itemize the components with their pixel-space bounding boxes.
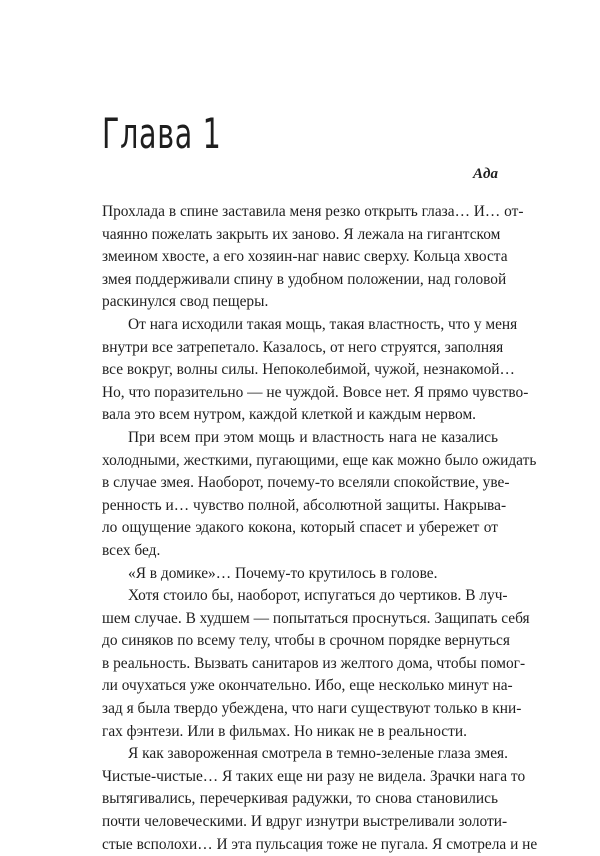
text-line: в случае змея. Наоборот, почему-то вселяли спокойствие, уве- bbox=[102, 474, 510, 492]
text-line: почти человеческими. И вдруг изнутри выстреливали золоти- bbox=[102, 813, 508, 831]
text-line: При всем при этом мощь и властность нага не казались bbox=[128, 428, 498, 446]
text-line: до синяков по всему телу, чтобы в срочном порядке вернуться bbox=[102, 632, 510, 650]
text-line: От нага исходили такая мощь, такая властность, что у меня bbox=[128, 315, 518, 333]
text-line: в реальность. Вызвать санитаров из желтого дома, чтобы помог- bbox=[102, 654, 526, 672]
text-line: шем случае. В худшем — попытаться проснуться. Защипать себя bbox=[102, 609, 530, 627]
text-line: вытягивались, перечеркивая радужки, то снова становились bbox=[102, 790, 498, 808]
text-line: всех бед. bbox=[102, 541, 161, 559]
text-line: Но, что поразительно — не чуждой. Вовсе нет. Я прямо чувство- bbox=[102, 383, 529, 401]
text-line: Чистые-чистые… Я таких еще ни разу не видела. Зрачки нага то bbox=[102, 767, 526, 785]
text-line: внутри все затрепетало. Казалось, от него струятся, заполняя bbox=[102, 338, 504, 356]
text-line: «Я в домике»… Почему-то крутилось в голове. bbox=[128, 564, 438, 582]
text-line: все вокруг, волны силы. Непоколебимой, чужой, незнакомой… bbox=[102, 361, 515, 379]
text-line: стые всполохи… И эта пульсация тоже не пугала. Я смотрела и не bbox=[102, 835, 538, 853]
text-line: холодными, жесткими, пугающими, еще как можно было ожидать bbox=[102, 451, 537, 469]
text-line: ли очухаться уже окончательно. Ибо, еще несколько минут на- bbox=[102, 677, 513, 695]
text-line: ло ощущение эдакого кокона, который спасет и убережет от bbox=[102, 519, 498, 537]
text-line: змея поддерживали спину в удобном положении, над головой bbox=[102, 270, 507, 288]
text-line: зад я была твердо убеждена, что наги существуют только в кни- bbox=[102, 700, 522, 718]
text-line: ренность и… чувство полной, абсолютной защиты. Накрыва- bbox=[102, 496, 507, 514]
chapter-pov-character: Ада bbox=[473, 166, 498, 182]
chapter-text bbox=[102, 201, 538, 856]
text-line: гах фэнтези. Или в фильмах. Но никак не в реальности. bbox=[102, 722, 467, 740]
text-line: Прохлада в спине заставила меня резко открыть глаза… И… от- bbox=[102, 203, 524, 220]
text-line: Я как завороженная смотрела в темно-зеленые глаза змея. bbox=[128, 745, 508, 763]
text-line: Хотя стоило бы, наоборот, испугаться до чертиков. В луч- bbox=[128, 587, 508, 605]
chapter-title: Глава 1 bbox=[102, 109, 222, 158]
text-line: чаянно пожелать закрыть их заново. Я лежала на гигантском bbox=[102, 225, 501, 243]
text-line: раскинулся свод пещеры. bbox=[102, 293, 269, 311]
text-line: змеином хвосте, а его хозяин-наг навис сверху. Кольца хвоста bbox=[102, 248, 508, 266]
text-line: вала это всем нутром, каждой клеткой и каждым нервом. bbox=[102, 406, 477, 424]
